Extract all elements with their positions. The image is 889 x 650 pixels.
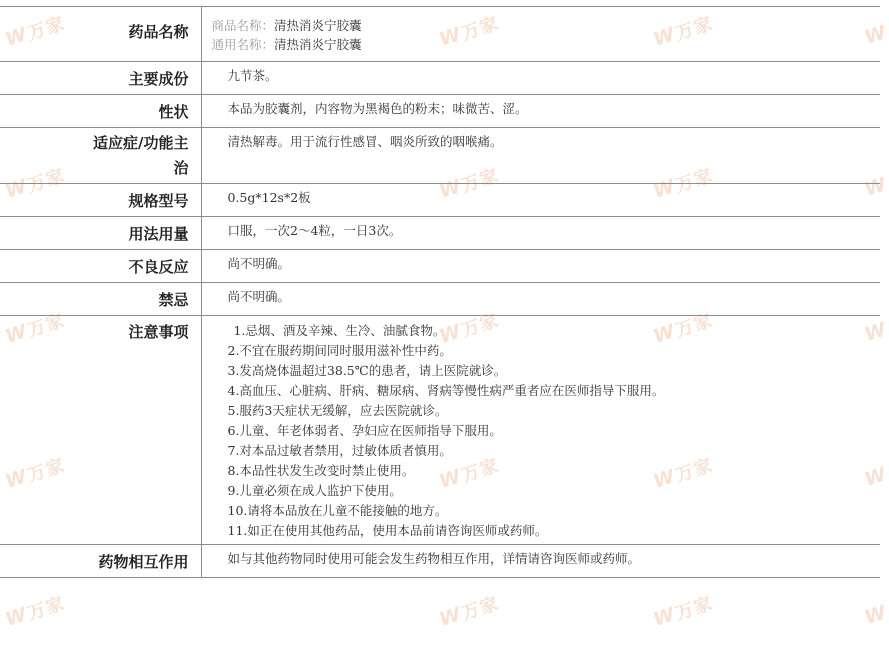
indications-value: 清热解毒。用于流行性感冒、咽炎所致的咽喉痛。 bbox=[227, 134, 503, 149]
precautions-list bbox=[228, 321, 881, 541]
precaution-item: 5.服药3天症状无缓解，应去医院就诊。 bbox=[227, 403, 448, 418]
watermark-logo: W bbox=[862, 21, 889, 49]
dosage-label: 用法用量 bbox=[0, 217, 201, 250]
specification-value: 0.5g*12s*2板 bbox=[227, 190, 311, 205]
specification-label: 规格型号 bbox=[0, 184, 201, 217]
drug-name-label: 药品名称 bbox=[0, 7, 201, 62]
watermark-logo: W 万家 bbox=[2, 164, 68, 203]
drug-spec-table bbox=[0, 6, 880, 578]
row-precautions bbox=[0, 316, 880, 545]
appearance-label: 性状 bbox=[0, 95, 201, 128]
watermark-logo: W 万家 bbox=[2, 592, 68, 631]
watermark-logo: W 万家 bbox=[650, 164, 716, 203]
watermark-logo: W 万家 bbox=[2, 12, 68, 51]
precaution-item: 1.忌烟、酒及辛辣、生冷、油腻食物。 bbox=[233, 323, 446, 338]
appearance-value: 本品为胶囊剂，内容物为黑褐色的粉末；味微苦、涩。 bbox=[227, 101, 528, 116]
watermark-logo: W 万家 bbox=[436, 592, 502, 631]
watermark-logo: W 万家 bbox=[436, 454, 502, 493]
watermark-logo: W bbox=[862, 173, 889, 201]
trade-name-line bbox=[212, 16, 881, 35]
row-adverse bbox=[0, 250, 880, 283]
precaution-item: 9.儿童必须在成人监护下使用。 bbox=[227, 483, 402, 498]
ingredients-value: 九节茶。 bbox=[227, 68, 278, 83]
row-dosage bbox=[0, 217, 880, 250]
interactions-label: 药物相互作用 bbox=[0, 545, 201, 578]
trade-name-key: 商品名称： bbox=[211, 18, 275, 33]
row-interactions bbox=[0, 545, 880, 578]
adverse-value: 尚不明确。 bbox=[227, 256, 291, 271]
watermark-logo: W bbox=[862, 601, 889, 629]
row-contraindications bbox=[0, 283, 880, 316]
generic-name-key: 通用名称： bbox=[211, 37, 275, 52]
precaution-item: 7.对本品过敏者禁用，过敏体质者慎用。 bbox=[227, 443, 452, 458]
contraindications-label: 禁忌 bbox=[0, 283, 201, 316]
precautions-value bbox=[201, 316, 880, 545]
precaution-item: 10.请将本品放在儿童不能接触的地方。 bbox=[227, 503, 448, 518]
indications-label bbox=[0, 128, 201, 184]
watermark-logo: W 万家 bbox=[650, 454, 716, 493]
precaution-item: 2.不宜在服药期间同时服用滋补性中药。 bbox=[227, 343, 452, 358]
watermark-logo: W bbox=[862, 463, 889, 491]
trade-name-value: 清热消炎宁胶囊 bbox=[274, 18, 362, 33]
watermark-logo: W 万家 bbox=[436, 309, 502, 348]
watermark-logo: W 万家 bbox=[2, 309, 68, 348]
adverse-label: 不良反应 bbox=[0, 250, 201, 283]
generic-name-line bbox=[212, 35, 881, 54]
precaution-item: 8.本品性状发生改变时禁止使用。 bbox=[227, 463, 415, 478]
precaution-item: 11.如正在使用其他药品，使用本品前请咨询医师或药师。 bbox=[227, 523, 548, 538]
row-specification bbox=[0, 184, 880, 217]
dosage-value: 口服，一次2～4粒，一日3次。 bbox=[227, 223, 402, 238]
precaution-item: 6.儿童、年老体弱者、孕妇应在医师指导下服用。 bbox=[227, 423, 502, 438]
watermark-logo: W bbox=[862, 318, 889, 346]
watermark-logo: W 万家 bbox=[436, 164, 502, 203]
interactions-value: 如与其他药物同时使用可能会发生药物相互作用，详情请咨询医师或药师。 bbox=[227, 551, 641, 566]
drug-name-value bbox=[201, 7, 880, 62]
row-drug-name bbox=[0, 7, 880, 62]
ingredients-label: 主要成份 bbox=[0, 62, 201, 95]
row-ingredients bbox=[0, 62, 880, 95]
watermark-logo: W 万家 bbox=[436, 12, 502, 51]
generic-name-value: 清热消炎宁胶囊 bbox=[274, 37, 362, 52]
row-appearance bbox=[0, 95, 880, 128]
row-indications bbox=[0, 128, 880, 184]
precaution-item: 4.高血压、心脏病、肝病、糖尿病、肾病等慢性病严重者应在医师指导下服用。 bbox=[227, 383, 665, 398]
indications-label-line1: 适应症/功能主 bbox=[93, 134, 189, 152]
watermark-logo: W 万家 bbox=[650, 592, 716, 631]
watermark-logo: W 万家 bbox=[650, 309, 716, 348]
watermark-logo: W 万家 bbox=[2, 454, 68, 493]
precautions-label: 注意事项 bbox=[0, 316, 201, 545]
contraindications-value: 尚不明确。 bbox=[227, 289, 291, 304]
watermark-logo: W 万家 bbox=[650, 12, 716, 51]
indications-label-line2: 治 bbox=[173, 159, 189, 177]
precaution-item: 3.发高烧体温超过38.5℃的患者，请上医院就诊。 bbox=[227, 363, 507, 378]
